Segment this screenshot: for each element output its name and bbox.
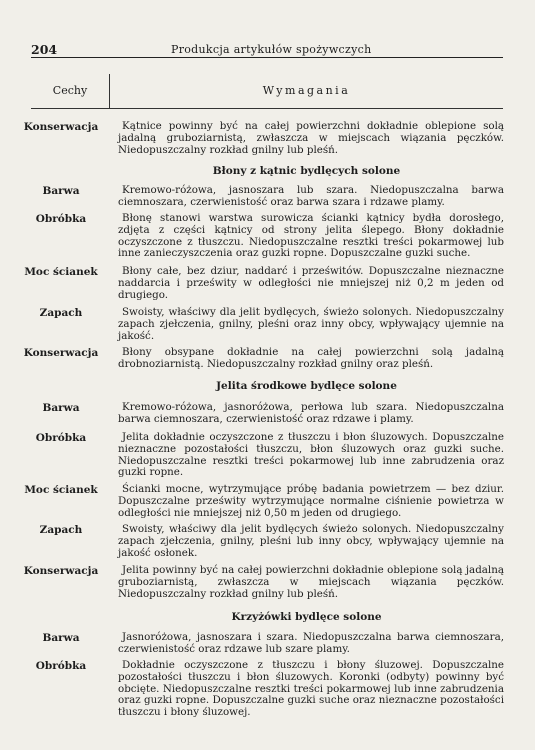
feature-label: Barwa xyxy=(42,185,80,197)
requirement-text: Kątnice powinny być na całej powierzchni dokładnie oblepione solą jadalną gruboziarnistą, zwłaszcza w miejscach wiązania pęczków. Niedopuszczalny rozkład gnilny lub pleśń. xyxy=(118,120,504,156)
requirement-text: Jelita powinny być na całej powierzchni dokładnie oblepione solą jadalną gruboziarnistą, zwłaszcza w miejscach wiązania pęczków. Niedopuszczalny rozkład gnilny lub pleśń. xyxy=(118,564,504,600)
feature-label: Obróbka xyxy=(35,213,87,225)
requirement-text: Dokładnie oczyszczone z tłuszczu i błony śluzowej. Dopuszczalne pozostałości tłuszczu i błon śluzowych. Koronki (odbyty) powinny być obcięte. Niedopuszczalne resztki treści pokarmowej lub inne zabrudzenia oraz guzki ropne. Dopuszczalne guzki suche oraz nieznaczne pozostałości tłuszczu i błony śluzowej. xyxy=(118,659,504,719)
feature-label: Obróbka xyxy=(35,432,87,444)
section-heading: Błony z kątnic bydlęcych solone xyxy=(212,165,401,177)
column-header-features: Cechy xyxy=(52,84,88,97)
requirement-text: Jelita dokładnie oczyszczone z tłuszczu i błon śluzowych. Dopuszczalne nieznaczne pozostałości tłuszczu, błon śluzowych oraz guzki suche. Niedopuszczalne resztki treści pokarmowej lub inne zabrudzenia oraz guzki ropne. xyxy=(118,431,504,479)
requirement-text: Ścianki mocne, wytrzymujące próbę badania powietrzem — bez dziur. Dopuszczalne prześwity wytrzymujące normalne ciśnienie powietrza w odległości nie mniejszej niż 0,50 m jeden od drugiego. xyxy=(118,483,504,519)
requirement-text: Błony obsypane dokładnie na całej powierzchni solą jadalną drobnoziarnistą. Niedopuszczalny rozkład gnilny oraz pleśń. xyxy=(118,346,504,370)
requirement-text: Swoisty, właściwy dla jelit bydlęcych, świeżo solonych. Niedopuszczalny zapach zjełczenia, gnilny, pleśni oraz inny obcy, wpływający ujemnie na jakość. xyxy=(118,306,504,342)
requirement-text: Kremowo-różowa, jasnoszara lub szara. Niedopuszczalna barwa ciemnoszara, czerwienistość oraz barwa szara i rdzawe plamy. xyxy=(118,184,504,208)
feature-label: Moc ścianek xyxy=(24,484,98,496)
section-heading: Jelita środkowe bydlęce solone xyxy=(216,380,397,392)
page-number: 204 xyxy=(31,42,58,57)
page-header xyxy=(31,42,501,58)
feature-label: Konserwacja xyxy=(23,565,99,577)
header-rule xyxy=(31,57,503,58)
feature-label: Zapach xyxy=(39,307,83,319)
feature-label: Barwa xyxy=(42,402,80,414)
requirement-text: Kremowo-różowa, jasnoróżowa, perłowa lub szara. Niedopuszczalna barwa ciemnoszara, czerwienistość oraz rdzawe i plamy. xyxy=(118,401,504,425)
requirement-text: Swoisty, właściwy dla jelit bydlęcych świeżo solonych. Niedopuszczalny zapach zjełczenia, gnilny, pleśni lub inny obcy, wpływający ujemnie na jakość osłonek. xyxy=(118,523,504,559)
feature-label: Zapach xyxy=(39,524,83,536)
table-head-rule xyxy=(31,108,503,109)
feature-label: Barwa xyxy=(42,632,80,644)
feature-label: Obróbka xyxy=(35,660,87,672)
running-title: Produkcja artykułów spożywczych xyxy=(171,43,372,56)
requirement-text: Błony całe, bez dziur, naddarć i prześwitów. Dopuszczalne nieznaczne naddarcia i prześwity w odległości nie mniejszej niż 0,2 m jeden od drugiego. xyxy=(118,265,504,301)
feature-label: Konserwacja xyxy=(23,121,99,133)
section-heading: Krzyżówki bydlęce solone xyxy=(231,611,382,623)
column-header-requirements: Wymagania xyxy=(262,84,351,97)
requirement-text: Błonę stanowi warstwa surowicza ścianki kątnicy bydła dorosłego, zdjęta z części kątnicy od strony jelita ślepego. Błony dokładnie oczyszczone z tłuszczu. Niedopuszczalne resztki treści pokarmowej lub inne zanieczyszczenia oraz guzki ropne. Dopuszczalne guzki suche. xyxy=(118,212,504,260)
feature-label: Konserwacja xyxy=(23,347,99,359)
feature-label: Moc ścianek xyxy=(24,266,98,278)
requirement-text: Jasnoróżowa, jasnoszara i szara. Niedopuszczalna barwa ciemnoszara, czerwienistość oraz rdzawe lub szare plamy. xyxy=(118,631,504,655)
